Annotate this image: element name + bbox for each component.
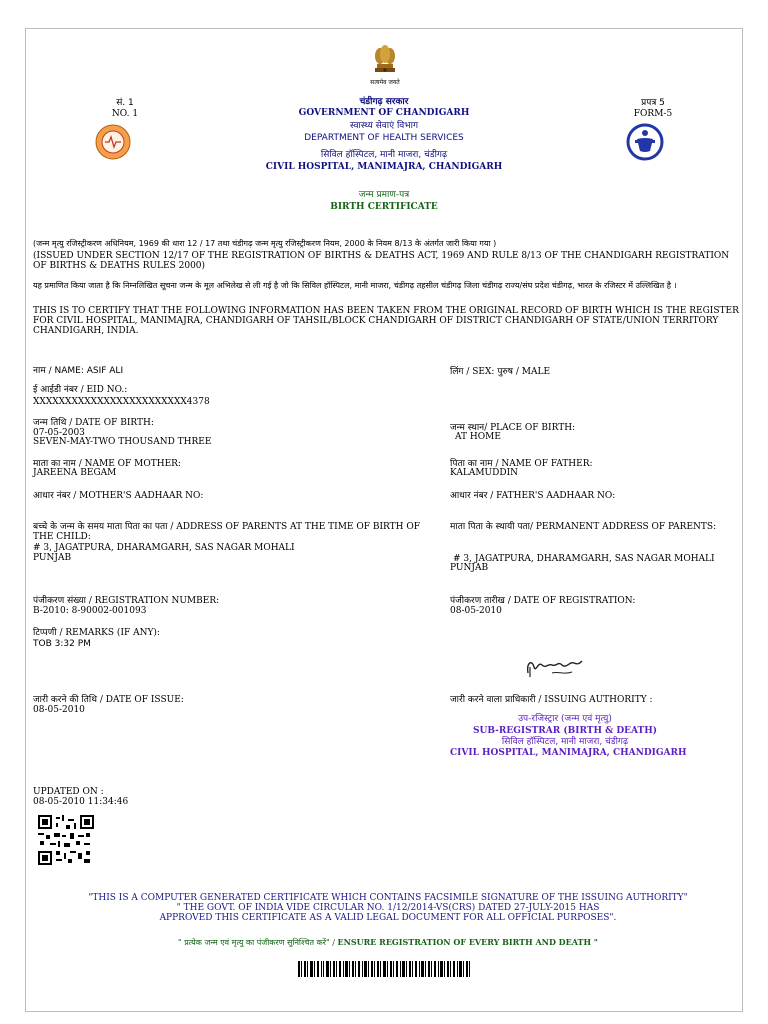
issued-hindi: (जन्म मृत्यु रजिस्ट्रीकरण अधिनियम, 1969 की धारा 12 / 17 तथा चंडीगढ़ जन्म मृत्यु रजिस्ट्रीकरण नियम, 2000 के नियम 8/13 के अंतर्गत जारी किया गया ) xyxy=(33,239,497,248)
sex-field: लिंग / SEX: पुरुष / MALE xyxy=(450,367,551,377)
registration-slogan: " प्रत्येक जन्म एवं मृत्यु का पंजीकरण सुनिश्चित करें" / ENSURE REGISTRATION OF EVERY BIRTH AND DEATH " xyxy=(178,937,598,947)
dob-value: 07-05-2003 xyxy=(33,428,85,438)
updated-label: UPDATED ON : xyxy=(33,787,104,797)
name-field: नाम / NAME: ASIF ALI xyxy=(33,366,124,376)
certificate-border xyxy=(25,28,743,1012)
no-hindi: सं. 1 xyxy=(116,98,134,108)
dob-words: SEVEN-MAY-TWO THOUSAND THREE xyxy=(33,437,212,447)
issue-date-value: 08-05-2010 xyxy=(33,705,85,715)
address-birth-line1: # 3, JAGATPURA, DHARAMGARH, SAS NAGAR MOHALI xyxy=(33,543,295,553)
signature-image xyxy=(522,643,586,683)
health-department-seal-icon xyxy=(95,124,131,160)
crs-logo-icon xyxy=(626,123,664,161)
title-english: BIRTH CERTIFICATE xyxy=(330,202,438,212)
sex-value: / MALE xyxy=(513,367,551,377)
national-emblem-icon xyxy=(371,44,399,78)
registration-number-value: B-2010: 8-90002-001093 xyxy=(33,606,147,616)
registration-date-value: 08-05-2010 xyxy=(450,606,502,616)
certify-hindi: यह प्रमाणित किया जाता है कि निम्नलिखित सूचना जन्म के मूल अभिलेख से ली गई है जो कि सिविल हॉस्पिटल, मानी माजरा, चंडीगढ़ तहसील चंडीगढ़ जिला चंडीगढ़ राज्य/संघ प्रदेश चंडीगढ़, भारत के रजिस्टर में उल्लिखित है । xyxy=(33,281,677,290)
name-value: ASIF ALI xyxy=(86,366,124,376)
issue-date-label: जारी करने की तिथि / DATE OF ISSUE: xyxy=(33,695,184,705)
authority-hospital-english: CIVIL HOSPITAL, MANIMAJRA, CHANDIGARH xyxy=(450,748,687,758)
footer-line2: " THE GOVT. OF INDIA VIDE CIRCULAR NO. 1/12/2014-VS(CRS) DATED 27-JULY-2015 HAS xyxy=(176,903,600,913)
issuing-authority-label: जारी करने वाला प्राधिकारी / ISSUING AUTHORITY : xyxy=(450,695,653,705)
pob-value: AT HOME xyxy=(455,432,501,442)
father-aadhaar-label: आधार नंबर / FATHER'S AADHAAR NO: xyxy=(450,491,616,501)
hospital-hindi: सिविल हॉस्पिटल, मानी माजरा, चंडीगढ़ xyxy=(320,150,448,160)
mother-aadhaar-label: आधार नंबर / MOTHER'S AADHAAR NO: xyxy=(33,491,204,501)
registration-date-label: पंजीकरण तारीख / DATE OF REGISTRATION: xyxy=(450,596,636,606)
barcode-icon xyxy=(298,961,470,977)
title-hindi: जन्म प्रमाण-पत्र xyxy=(358,190,410,200)
address-birth-label: बच्चे के जन्म के समय माता पिता का पता / ADDRESS OF PARENTS AT THE TIME OF BIRTH OF THE CHILD: xyxy=(33,522,420,542)
mother-label: माता का नाम / NAME OF MOTHER: xyxy=(33,459,181,469)
dept-hindi: स्वास्थ्य सेवाएं विभाग xyxy=(349,121,419,131)
eid-label: ई आईडी नंबर / EID NO.: xyxy=(33,385,128,395)
registration-number-label: पंजीकरण संख्या / REGISTRATION NUMBER: xyxy=(33,596,220,606)
eid-value: XXXXXXXXXXXXXXXXXXXXXXXX4378 xyxy=(33,397,210,407)
qr-code-icon xyxy=(38,815,94,865)
father-value: KALAMUDDIN xyxy=(450,468,518,478)
father-label: पिता का नाम / NAME OF FATHER: xyxy=(450,459,593,469)
address-permanent-line2: PUNJAB xyxy=(450,563,489,573)
dob-label: जन्म तिथि / DATE OF BIRTH: xyxy=(33,418,154,428)
registrar-hindi: उप-रजिस्ट्रार (जन्म एवं मृत्यु) xyxy=(518,714,612,724)
remarks-label: टिप्पणी / REMARKS (IF ANY): xyxy=(33,628,160,638)
hospital-english: CIVIL HOSPITAL, MANIMAJRA, CHANDIGARH xyxy=(265,162,503,172)
footer-line1: "THIS IS A COMPUTER GENERATED CERTIFICATE WHICH CONTAINS FACSIMILE SIGNATURE OF THE ISSUING AUTHORITY" xyxy=(88,893,688,903)
footer-line3: APPROVED THIS CERTIFICATE AS A VALID LEGAL DOCUMENT FOR ALL OFFICIAL PURPOSES". xyxy=(159,913,617,923)
address-permanent-line1: # 3, JAGATPURA, DHARAMGARH, SAS NAGAR MOHALI xyxy=(453,554,715,564)
no-english: NO. 1 xyxy=(111,109,139,119)
govt-hindi: चंडीगढ़ सरकार xyxy=(359,97,409,107)
issued-english: (ISSUED UNDER SECTION 12/17 OF THE REGISTRATION OF BIRTHS & DEATHS ACT, 1969 AND RULE 8/13 OF THE CHANDIGARH REGISTRATION OF BIRTHS & DEATHS RULES 2000) xyxy=(33,251,730,271)
authority-hospital-hindi: सिविल हॉस्पिटल, मानी माजरा, चंडीगढ़ xyxy=(501,737,629,747)
form-hindi: प्रपत्र 5 xyxy=(641,98,665,108)
govt-english: GOVERNMENT OF CHANDIGARH xyxy=(298,108,470,118)
updated-value: 08-05-2010 11:34:46 xyxy=(33,797,129,807)
registrar-english: SUB-REGISTRAR (BIRTH & DEATH) xyxy=(473,726,657,736)
emblem-caption: सत्यमेव जयते xyxy=(370,79,400,86)
address-birth-line2: PUNJAB xyxy=(33,553,72,563)
pob-label: जन्म स्थान/ PLACE OF BIRTH: xyxy=(450,423,576,433)
remarks-value: TOB 3:32 PM xyxy=(33,639,91,649)
certify-english: THIS IS TO CERTIFY THAT THE FOLLOWING INFORMATION HAS BEEN TAKEN FROM THE ORIGINAL RECORD OF BIRTH WHICH IS THE REGISTER FOR CIVIL HOSPITAL, MANIMAJRA, CHANDIGARH OF TAHSIL/BLOCK CHANDIGARH OF DISTRICT CHANDIGARH OF STATE/UNION TERRITORY CHANDIGARH, INDIA. xyxy=(33,306,739,336)
dept-english: DEPARTMENT OF HEALTH SERVICES xyxy=(304,133,464,143)
address-permanent-label: माता पिता के स्थायी पता/ PERMANENT ADDRESS OF PARENTS: xyxy=(450,522,717,532)
mother-value: JAREENA BEGAM xyxy=(33,468,117,478)
form-english: FORM-5 xyxy=(633,109,673,119)
